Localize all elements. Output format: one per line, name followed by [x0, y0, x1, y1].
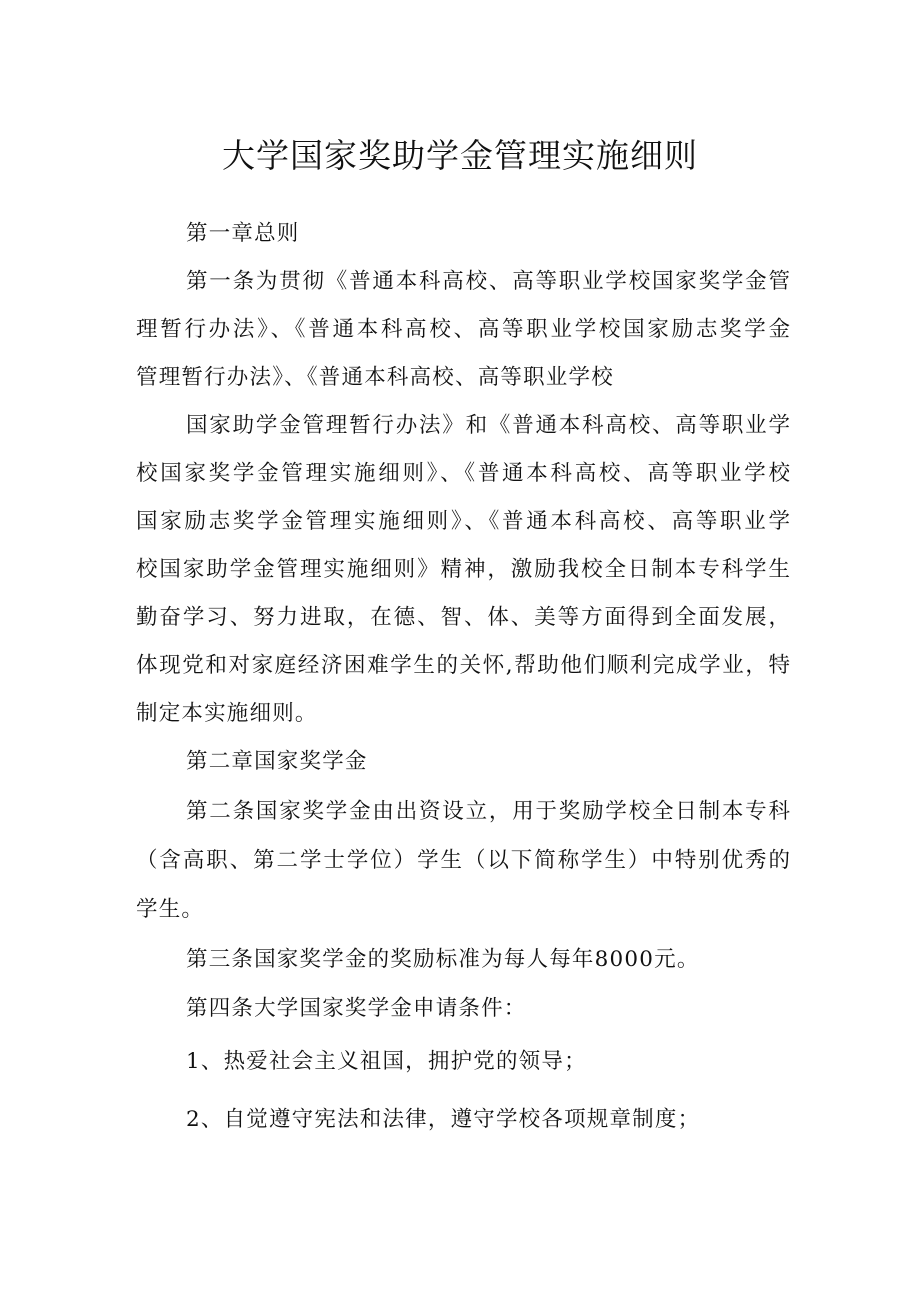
paragraph-line: 制定本实施细则。 [136, 701, 318, 726]
list-item: 1、热爱社会主义祖国，拥护党的领导； [186, 1049, 587, 1074]
chapter-heading: 第二章国家奖学金 [186, 749, 368, 774]
paragraph-line: 第二条国家奖学金由出资设立，用于奖励学校全日制本专科 [186, 799, 790, 824]
paragraph-line: 理暂行办法》、《普通本科高校、高等职业学校国家励志奖学金 [136, 317, 790, 342]
list-item: 2、自觉遵守宪法和法律，遵守学校各项规章制度； [186, 1107, 701, 1132]
paragraph-line: 国家励志奖学金管理实施细则》、《普通本科高校、高等职业学 [136, 509, 790, 534]
paragraph-line: 第四条大学国家奖学金申请条件： [186, 996, 527, 1021]
paragraph-line: （含高职、第二学士学位）学生（以下简称学生）中特别优秀的 [136, 848, 790, 873]
paragraph-line: 勤奋学习、努力进取，在德、智、体、美等方面得到全面发展， [136, 605, 790, 630]
document-title: 大学国家奖助学金管理实施细则 [222, 136, 698, 175]
paragraph-line: 第一条为贯彻《普通本科高校、高等职业学校国家奖学金管 [186, 269, 790, 294]
paragraph-line: 国家助学金管理暂行办法》和《普通本科高校、高等职业学 [186, 413, 790, 438]
paragraph-line: 第三条国家奖学金的奖励标准为每人每年8000元。 [186, 947, 700, 972]
paragraph-line: 管理暂行办法》、《普通本科高校、高等职业学校 [136, 365, 614, 390]
paragraph-line: 校国家助学金管理实施细则》精神，激励我校全日制本专科学生 [136, 557, 790, 582]
paragraph-line: 体现党和对家庭经济困难学生的关怀,帮助他们顺利完成学业，特 [136, 653, 790, 678]
chapter-heading: 第一章总则 [186, 221, 300, 246]
paragraph-line: 校国家奖学金管理实施细则》、《普通本科高校、高等职业学校 [136, 461, 790, 486]
paragraph-line: 学生。 [136, 897, 205, 922]
